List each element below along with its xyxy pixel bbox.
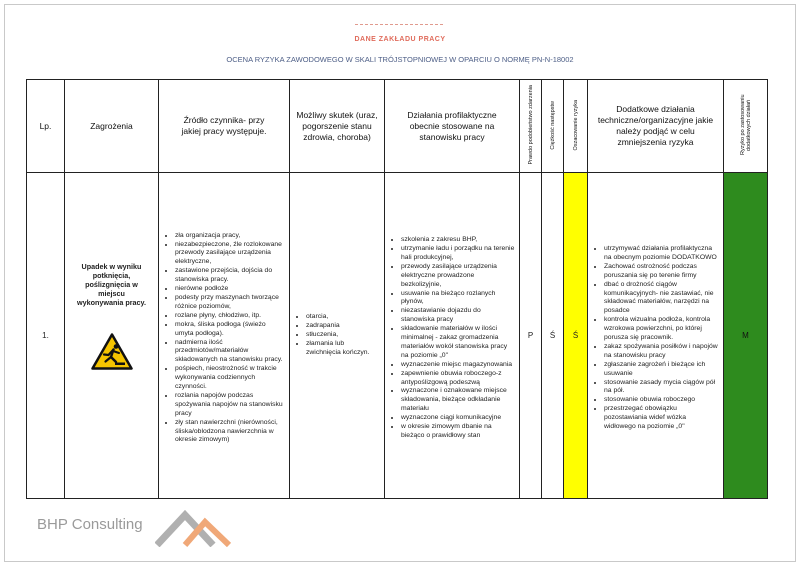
source-item: • niezabezpieczone, źle rozlokowane przewody zasilające urządzenia elektryczne, <box>175 241 285 268</box>
preventive-item: • przewody zasilające urządzenia elektryczne prowadzone bezkolizyjnie, <box>401 263 515 290</box>
row-sources <box>159 173 290 499</box>
header-severity: Ciężkość następstw <box>542 80 564 173</box>
preventive-item: • wyznaczone i oznakowane miejsce składowania, bieżące odkładanie materiału <box>401 387 515 414</box>
source-item: • pośpiech, nieostrożność w trakcie wykonywania codziennych czynności. <box>175 365 285 392</box>
effect-item: • otarcia, <box>306 313 380 322</box>
preventive-item: • wyznaczone ciągi komunikacyjne <box>401 414 515 423</box>
effect-item: • stłuczenia, <box>306 331 380 340</box>
additional-item: • stosowanie obuwia roboczego <box>604 396 719 405</box>
table-header-row <box>27 80 768 173</box>
additional-item: • Zachować ostrożność podczas poruszania się po terenie firmy <box>604 263 719 281</box>
document-subtitle: OCENA RYZYKA ZAWODOWEGO W SKALI TRÓJSTOPNIOWEJ W OPARCIU O NORMĘ PN-N-18002 <box>226 55 574 64</box>
additional-item: • kontrola wizualna podłoża, kontrola wzrokowa powierzchni, po której porusza się pracownik. <box>604 316 719 343</box>
house-roof-logo-icon <box>155 509 237 547</box>
additional-item: • stosowanie zasady mycia ciągów pół na pół. <box>604 379 719 397</box>
hazard-title: Upadek w wyniku potknięcia, poślizgnięcia w miejscu wykonywania pracy. <box>77 261 146 307</box>
source-item: • rozlania napojów podczas spożywania napojów na stanowisku pracy <box>175 392 285 419</box>
additional-item: • przestrzegać obowiązku pozostawiania widef wózka widłowego na poziomie „0" <box>604 405 719 432</box>
row-additional <box>588 173 724 499</box>
additional-list <box>588 239 723 432</box>
row-effects <box>290 173 385 499</box>
footer-logo <box>37 509 237 549</box>
preventive-item: • wyznaczenie miejsc magazynowania <box>401 361 515 370</box>
header-residual-risk: Ryzyko po zastosowaniu dodatkowych działań <box>724 80 768 173</box>
header-risk-estimate: Oszacowanie ryzyka <box>564 80 588 173</box>
row-severity: Ś <box>542 173 564 499</box>
effect-item: • zadrapania <box>306 322 380 331</box>
row-preventive <box>385 173 520 499</box>
preventive-list <box>385 230 519 441</box>
source-item: • podesty przy maszynach tworzące różnice poziomów, <box>175 294 285 312</box>
row-probability: P <box>520 173 542 499</box>
additional-item: • dbać o drożność ciągów komunikacyjnych- nie zastawiać, nie składować materiałów, narzędzi na posadce <box>604 281 719 317</box>
row-lp: 1. <box>27 173 65 499</box>
source-item: • zastawione przejścia, dojścia do stanowiska pracy. <box>175 267 285 285</box>
source-item: • nadmierna ilość przedmiotów/materiałów składowanych na stanowisku pracy. <box>175 339 285 366</box>
preventive-item: • niezastawianie dojazdu do stanowiska pracy <box>401 307 515 325</box>
row-hazard <box>65 173 159 499</box>
header-effects: Możliwy skutek (uraz, pogorszenie stanu zdrowia, choroba) <box>290 80 385 173</box>
effect-item: • złamania lub zwichnięcia kończyn. <box>306 340 380 358</box>
header-probability: Prawdo podobieństwo zdarzenia <box>520 80 542 173</box>
logo-text: BHP Consulting <box>37 516 143 533</box>
header-additional: Dodatkowe działania techniczne/organizacyjne jakie należy podjąć w celu zmniejszenia ryzyka <box>588 80 724 173</box>
source-item: • zły stan nawierzchni (nierówności, śliska/oblodzona nawierzchnia w okresie zimowym) <box>175 419 285 446</box>
header-source: Źródło czynnika- przy jakiej pracy występuje. <box>159 80 290 173</box>
header-preventive: Działania profilaktyczne obecnie stosowane na stanowisku pracy <box>385 80 520 173</box>
source-item: • zła organizacja pracy, <box>175 232 285 241</box>
additional-item: • zgłaszanie zagrożeń i bieżące ich usuwanie <box>604 361 719 379</box>
preventive-item: • zapewnienie obuwia roboczego-z antypoślizgową podeszwą <box>401 370 515 388</box>
source-item: • nierówne podłoże <box>175 285 285 294</box>
risk-assessment-table <box>26 79 768 499</box>
table-row <box>27 173 768 499</box>
preventive-item: • w okresie zimowym dbanie na bieżąco o prawidłowy stan <box>401 423 515 441</box>
header-hazards: Zagrożenia <box>65 80 159 173</box>
header-divider <box>355 24 443 25</box>
preventive-item: • szkolenia z zakresu BHP, <box>401 236 515 245</box>
preventive-item: • usuwanie na bieżąco rozlanych płynów, <box>401 290 515 308</box>
slip-trip-warning-icon <box>91 333 133 370</box>
source-item: • rozlane płyny, chłodziwo, itp. <box>175 312 285 321</box>
header-lp: Lp. <box>27 80 65 173</box>
sources-list <box>159 226 289 446</box>
additional-item: • zakaz spożywania posiłków i napojów na stanowisku pracy <box>604 343 719 361</box>
preventive-item: • utrzymanie ładu i porządku na terenie hali produkcyjnej, <box>401 245 515 263</box>
additional-item: • utrzymywać działania profilaktyczna na obecnym poziomie DODATKOWO <box>604 245 719 263</box>
preventive-item: • składowanie materiałów w ilości minimalnej - zakaz gromadzenia materiałów wokół stanowiska pracy na poziomie „0" <box>401 325 515 361</box>
row-risk-estimate: Ś <box>564 173 588 499</box>
company-heading: DANE ZAKŁADU PRACY <box>354 36 446 43</box>
row-residual-risk: M <box>724 173 768 499</box>
effects-list <box>290 313 384 358</box>
source-item: • mokra, śliska podłoga (świeżo umyta podłoga). <box>175 321 285 339</box>
